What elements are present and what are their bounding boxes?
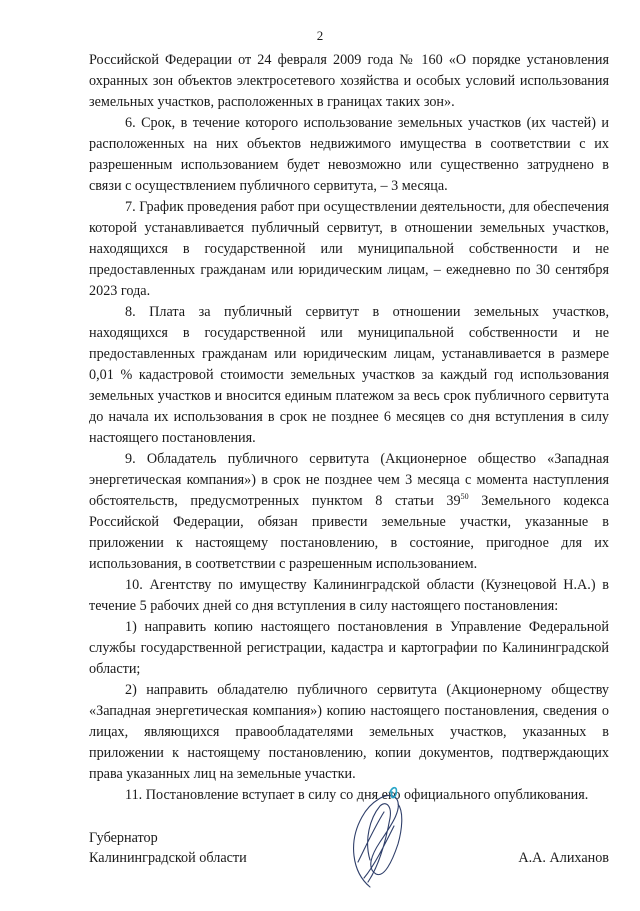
paragraph-11: 11. Постановление вступает в силу со дня его официального опубликования. <box>125 787 589 803</box>
document-body <box>89 50 609 806</box>
signatory-name: А.А. Алиханов <box>518 850 609 866</box>
paragraph-6: 6. Срок, в течение которого использование земельных участков (их частей) и расположенных на них объектов недвижимого имущества в соответствии с их разрешенным использованием будет невозможно или существенно затруднено в связи с осуществлением публичного сервитута, – 3 месяца. <box>89 115 609 194</box>
page-number: 2 <box>316 28 324 43</box>
signatory-title-line-2: Калининградской области <box>89 850 247 866</box>
signature-block <box>89 828 609 868</box>
paragraph-7: 7. График проведения работ при осуществлении деятельности, для обеспечения которой устанавливается публичный сервитут, в отношении земельных участков, находящихся в государственной или муниципальной собственности и не предоставленных гражданам или юридическим лицам, – ежедневно по 30 сентября 2023 года. <box>89 199 609 299</box>
paragraph-9-text-b: Земельного кодекса Российской Федерации, обязан привести земельные участки, указанные в приложении к настоящему постановлению, в состояние, пригодное для их использования, в соответствии с разрешенным использованием. <box>89 493 609 572</box>
paragraph-continuation: Российской Федерации от 24 февраля 2009 года № 160 «О порядке установления охранных зон объектов электросетевого хозяйства и особых условий использования земельных участков, расположенных в границах таких зон». <box>89 52 609 110</box>
paragraph-10-item-2: 2) направить обладателю публичного сервитута (Акционерному обществу «Западная энергетическая компания») копию настоящего постановления, сведения о лицах, являющихся правообладателями земельных участков, указанных в приложении к настоящему постановлению, копии документов, подтверждающих права указанных лиц на земельные участки. <box>89 682 609 782</box>
paragraph-8: 8. Плата за публичный сервитут в отношении земельных участков, находящихся в государственной или муниципальной собственности и не предоставленных гражданам или юридическим лицам, устанавливается в размере 0,01 % кадастровой стоимости земельных участков за каждый год использования земельных участков и вносится единым платежом за весь срок публичного сервитута до начала их использования в срок не позднее 6 месяцев со дня вступления в силу настоящего постановления. <box>89 304 609 446</box>
paragraph-10-item-1: 1) направить копию настоящего постановления в Управление Федеральной службы государственной регистрации, кадастра и картографии по Калининградской области; <box>89 619 609 677</box>
paragraph-9-text-a: 9. Обладатель публичного сервитута (Акционерное общество «Западная энергетическая компания») в срок не позднее чем 3 месяца с момента наступления обстоятельств, предусмотренных пунктом 8 статьи 39 <box>89 451 609 509</box>
paragraph-10: 10. Агентству по имуществу Калининградской области (Кузнецовой Н.А.) в течение 5 рабочих дней со дня вступления в силу настоящего постановления: <box>89 577 609 614</box>
signatory-title-line-1: Губернатор <box>89 830 158 846</box>
paragraph-9 <box>89 449 609 575</box>
paragraph-9-superscript: 50 <box>460 492 469 501</box>
